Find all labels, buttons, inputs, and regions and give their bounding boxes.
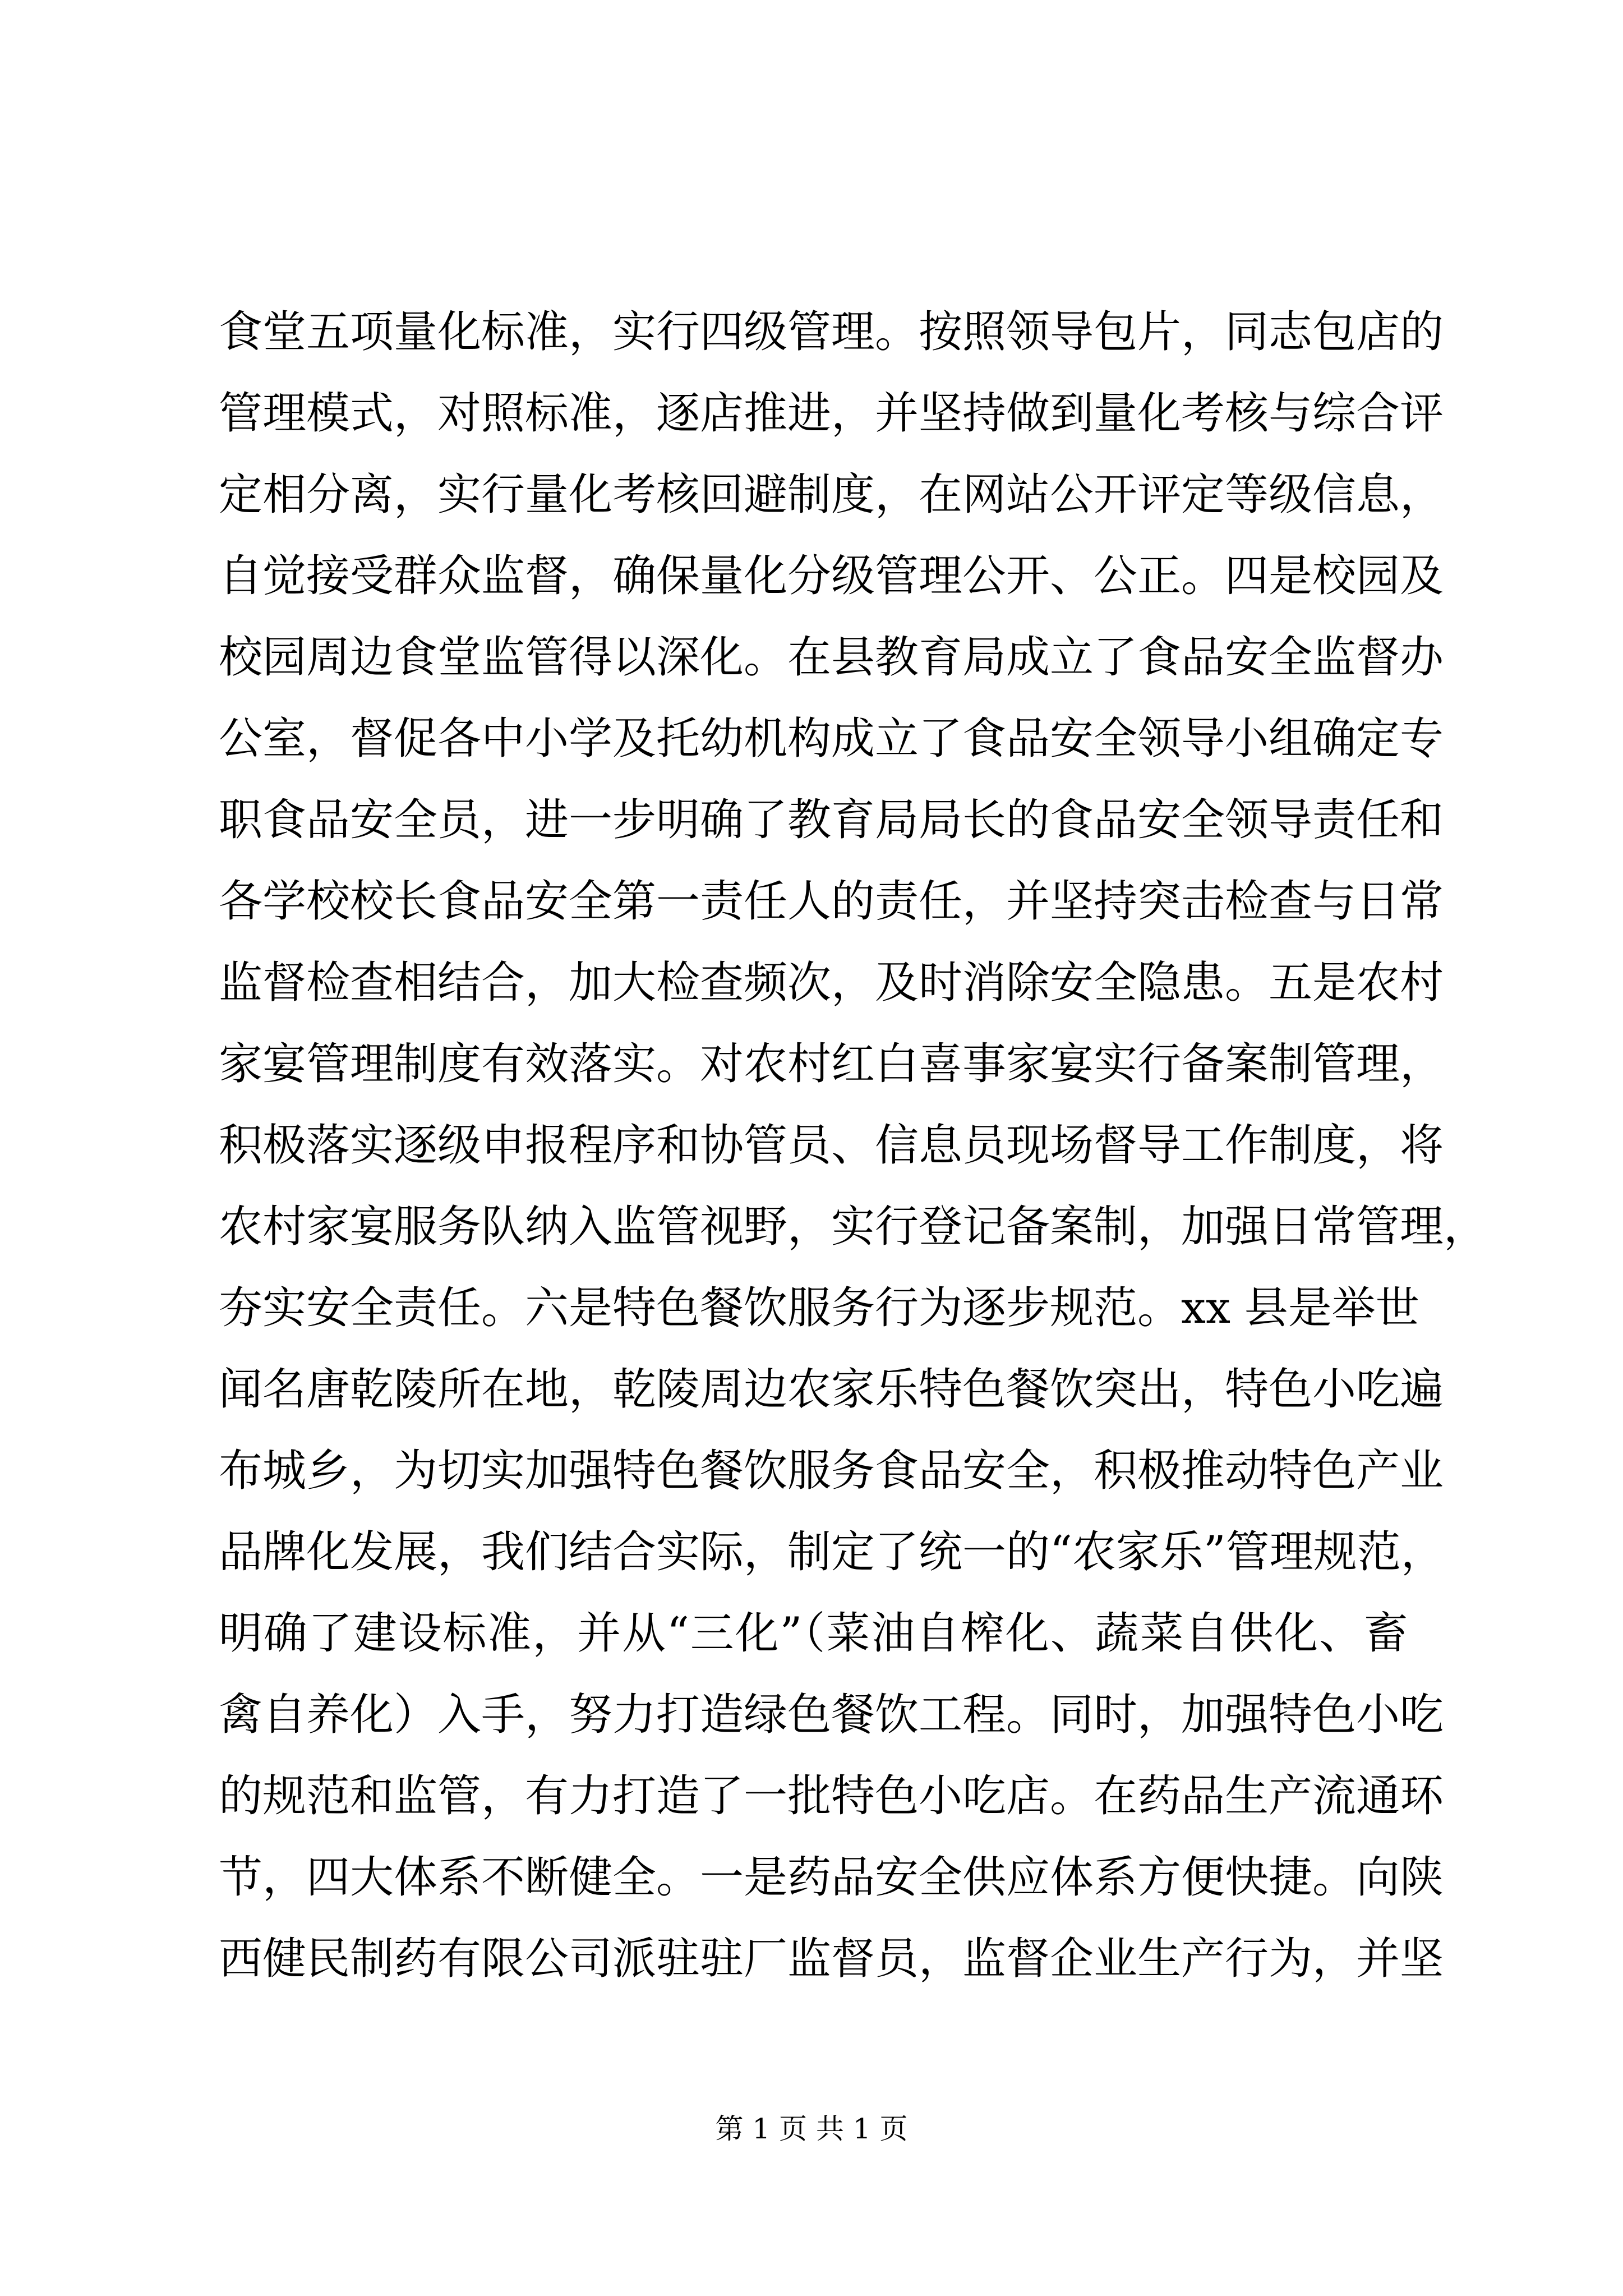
text-line: 布城乡，为切实加强特色餐饮服务食品安全，积极推动特色产业 xyxy=(219,1446,1444,1496)
text-line: 定相分离，实行量化考核回避制度，在网站公开评定等级信息， xyxy=(219,470,1444,520)
text-line: 校园周边食堂监管得以深化。在县教育局成立了食品安全监督办 xyxy=(219,632,1444,683)
text-line: 的规范和监管，有力打造了一批特色小吃店。在药品生产流通环 xyxy=(219,1771,1444,1821)
text-line: 节，四大体系不断健全。一是药品安全供应体系方便快捷。向陕 xyxy=(219,1852,1444,1903)
text-line: 积极落实逐级申报程序和协管员、信息员现场督导工作制度，将 xyxy=(219,1120,1444,1171)
text-line: 各学校校长食品安全第一责任人的责任，并坚持突击检查与日常 xyxy=(219,876,1444,927)
text-line: 管理模式，对照标准，逐店推进，并坚持做到量化考核与综合评 xyxy=(219,388,1444,439)
page-number-label: 第 1 页 共 1 页 xyxy=(715,2113,908,2145)
text-line: 食堂五项量化标准，实行四级管理。按照领导包片，同志包店的 xyxy=(219,307,1444,357)
text-line: 监督检查相结合，加大检查频次，及时消除安全隐患。五是农村 xyxy=(219,958,1444,1008)
text-line: 夯实安全责任。六是特色餐饮服务行为逐步规范。xx 县是举世 xyxy=(219,1283,1419,1333)
body-text xyxy=(219,292,1488,2000)
page-footer xyxy=(0,2112,1623,2146)
text-line: 闻名唐乾陵所在地，乾陵周边农家乐特色餐饮突出，特色小吃遍 xyxy=(219,1364,1444,1415)
text-line: 品牌化发展，我们结合实际，制定了统一的“农家乐”管理规范， xyxy=(219,1527,1445,1577)
text-line: 家宴管理制度有效落实。对农村红白喜事家宴实行备案制管理， xyxy=(219,1039,1444,1089)
text-line: 明确了建设标准，并从“三化”（菜油自榨化、蔬菜自供化、畜 xyxy=(219,1608,1408,1659)
text-line: 职食品安全员，进一步明确了教育局局长的食品安全领导责任和 xyxy=(219,795,1444,845)
text-line: 自觉接受群众监督，确保量化分级管理公开、公正。四是校园及 xyxy=(219,551,1444,601)
text-line: 禽自养化）入手，努力打造绿色餐饮工程。同时，加强特色小吃 xyxy=(219,1690,1444,1740)
text-line: 公室，督促各中小学及托幼机构成立了食品安全领导小组确定专 xyxy=(219,714,1444,764)
text-line: 农村家宴服务队纳入监管视野，实行登记备案制，加强日常管理， xyxy=(219,1202,1488,1252)
text-line: 西健民制药有限公司派驻驻厂监督员，监督企业生产行为，并坚 xyxy=(219,1934,1444,1984)
